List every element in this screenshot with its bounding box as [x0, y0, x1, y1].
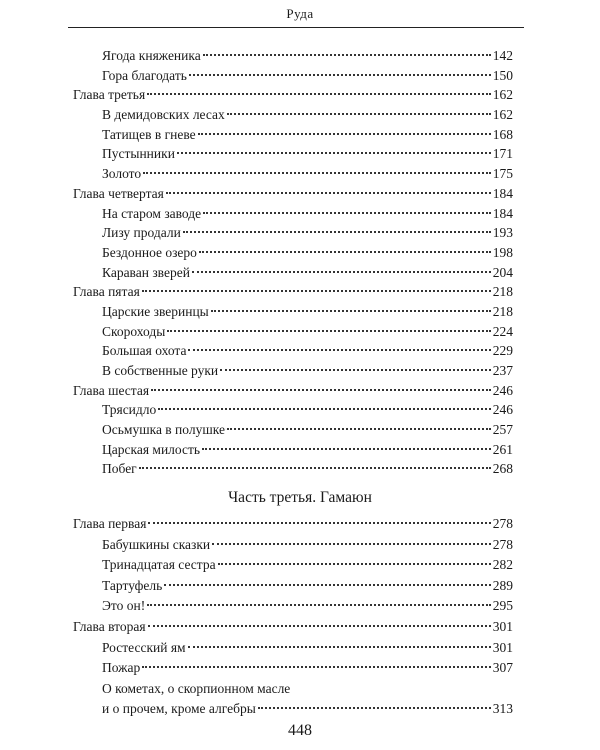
dot-leader [188, 349, 490, 351]
dot-leader [147, 604, 491, 606]
toc-entry-title: Это он! [102, 598, 146, 614]
toc-section-entry [73, 144, 513, 164]
toc-entry-page: 198 [492, 244, 513, 260]
dot-leader [142, 666, 491, 668]
dot-leader [164, 584, 491, 586]
toc-section-entry [73, 361, 513, 381]
toc-entry-title: Глава шестая [73, 382, 150, 398]
toc-entry-page: 257 [492, 422, 513, 438]
toc-entry-page: 204 [492, 264, 513, 280]
toc-entry-title: Золото [102, 166, 142, 182]
dot-leader [143, 172, 491, 174]
toc-entry-title: На старом заводе [102, 205, 202, 221]
toc-entry-page: 307 [492, 660, 513, 676]
toc-entry-page: 261 [492, 441, 513, 457]
toc-entry-title: Тринадцатая сестра [102, 557, 216, 573]
toc-entry-page: 224 [492, 323, 513, 339]
toc-entry-title: Трясидло [102, 402, 157, 418]
dot-leader [203, 54, 491, 56]
dot-leader [198, 133, 491, 135]
dot-leader [203, 212, 491, 214]
running-head: Руда [286, 6, 314, 21]
dot-leader [211, 310, 491, 312]
toc-entry-page: 184 [492, 205, 513, 221]
toc-section-entry [73, 204, 513, 224]
dot-leader [189, 74, 491, 76]
dot-leader [147, 93, 491, 95]
toc-entry-page: 142 [492, 48, 513, 63]
dot-leader [212, 543, 491, 545]
dot-leader [258, 707, 491, 709]
toc-section-entry [73, 459, 513, 479]
dot-leader [177, 152, 491, 154]
toc-section-entry [73, 576, 513, 597]
toc-section-entry [73, 322, 513, 342]
toc-entry-title: Глава четвертая [73, 185, 164, 201]
toc-entry-title: Царские зверинцы [102, 303, 209, 319]
dot-leader [199, 251, 491, 253]
toc-section-entry-multiline [73, 679, 513, 700]
toc-list-bottom [73, 514, 513, 720]
toc-entry-title-line1: О кометах, о скорпионном масле [102, 680, 291, 696]
toc-section-entry [73, 400, 513, 420]
dot-leader [220, 369, 491, 371]
toc-entry-title: В демидовских лесах [102, 107, 225, 123]
toc-entry-page: 301 [492, 639, 513, 655]
toc-section-entry [73, 420, 513, 440]
toc-entry-page: 289 [492, 577, 513, 593]
toc-entry-title: Глава третья [73, 87, 146, 103]
toc-entry-title: Глава пятая [73, 284, 140, 300]
toc-entry-page: 278 [492, 536, 513, 552]
toc-section-entry [73, 243, 513, 263]
toc-entry-title: Тартуфель [102, 577, 163, 593]
dot-leader [192, 271, 491, 273]
toc-entry-title: Побег [102, 461, 137, 477]
dot-leader [142, 290, 491, 292]
toc-chapter-entry [73, 381, 513, 401]
toc-section-entry [73, 223, 513, 243]
toc-entry-page: 237 [492, 363, 513, 378]
toc-entry-title: Пустынники [102, 146, 175, 162]
toc-chapter-entry [73, 85, 513, 105]
dot-leader [218, 563, 491, 565]
toc-section-entry [73, 105, 513, 125]
dot-leader [188, 646, 491, 648]
dot-leader [158, 408, 490, 410]
toc-entry-title: В собственные руки [102, 363, 219, 378]
toc-entry-page: 150 [492, 67, 513, 83]
toc-entry-page: 278 [492, 516, 513, 531]
toc-entry-page: 218 [492, 284, 513, 300]
toc-entry-page: 268 [492, 461, 513, 477]
dot-leader [148, 522, 490, 524]
toc-entry-page: 218 [492, 303, 513, 319]
dot-leader [139, 467, 491, 469]
toc-entry-title: Лизу продали [102, 225, 181, 241]
toc-list-top [73, 46, 513, 479]
toc-entry-page: 171 [492, 146, 513, 162]
toc-entry-page: 162 [492, 87, 513, 103]
dot-leader [202, 448, 491, 450]
page-number: 448 [288, 722, 312, 739]
part-title: Часть третья. Гамаюн [228, 489, 372, 506]
toc-entry-page: 193 [492, 225, 513, 241]
toc-chapter-entry [73, 184, 513, 204]
toc-entry-page: 175 [492, 166, 513, 182]
toc-section-entry [73, 658, 513, 679]
toc-entry-title: Осьмушка в полушке [102, 422, 225, 438]
toc-entry-page: 246 [492, 382, 513, 398]
dot-leader [167, 330, 490, 332]
toc-entry-title: Ростесский ям [102, 639, 186, 655]
toc-entry-page: 246 [492, 402, 513, 418]
toc-entry-page: 313 [492, 701, 513, 717]
toc-entry-page: 168 [492, 126, 513, 142]
toc-entry-page: 162 [492, 107, 513, 123]
toc-entry-title: Караван зверей [102, 264, 190, 280]
toc-entry-page: 229 [492, 343, 513, 359]
toc-entry-page: 184 [492, 185, 513, 201]
dot-leader [227, 113, 491, 115]
toc-entry-title: Татищев в гневе [102, 126, 196, 142]
toc-entry-title: Пожар [102, 660, 141, 676]
dot-leader [166, 192, 491, 194]
toc-entry-title: Ягода княженика [102, 48, 201, 63]
dot-leader [151, 389, 491, 391]
dot-leader [183, 231, 491, 233]
toc-section-entry [73, 46, 513, 66]
toc-chapter-entry [73, 514, 513, 535]
toc-section-entry [73, 535, 513, 556]
dot-leader [148, 625, 491, 627]
toc-entry-title: Глава вторая [73, 618, 146, 634]
toc-section-entry [73, 164, 513, 184]
toc-chapter-entry [73, 282, 513, 302]
toc-section-entry [73, 302, 513, 322]
toc-entry-title: Бездонное озеро [102, 244, 197, 260]
toc-entry-page: 301 [492, 618, 513, 634]
toc-section-entry [73, 638, 513, 659]
toc-section-entry [73, 66, 513, 86]
toc-entry-title: Глава первая [73, 516, 147, 531]
toc-section-entry [73, 555, 513, 576]
toc-section-entry [73, 341, 513, 361]
toc-entry-title: Бабушкины сказки [102, 536, 211, 552]
toc-entry-page: 282 [492, 557, 513, 573]
header-rule [68, 27, 524, 28]
toc-section-entry-multiline-end [73, 699, 513, 720]
toc-entry-page: 295 [492, 598, 513, 614]
toc-chapter-entry [73, 617, 513, 638]
toc-section-entry [73, 263, 513, 283]
toc-section-entry [73, 440, 513, 460]
toc-entry-title: Гора благодать [102, 67, 187, 83]
toc-section-entry [73, 125, 513, 145]
toc-entry-title-line2: и о прочем, кроме алгебры [102, 701, 256, 717]
toc-entry-title: Большая охота [102, 343, 187, 359]
toc-entry-title: Царская милость [102, 441, 201, 457]
dot-leader [227, 428, 491, 430]
toc-entry-title: Скороходы [102, 323, 166, 339]
toc-section-entry [73, 596, 513, 617]
